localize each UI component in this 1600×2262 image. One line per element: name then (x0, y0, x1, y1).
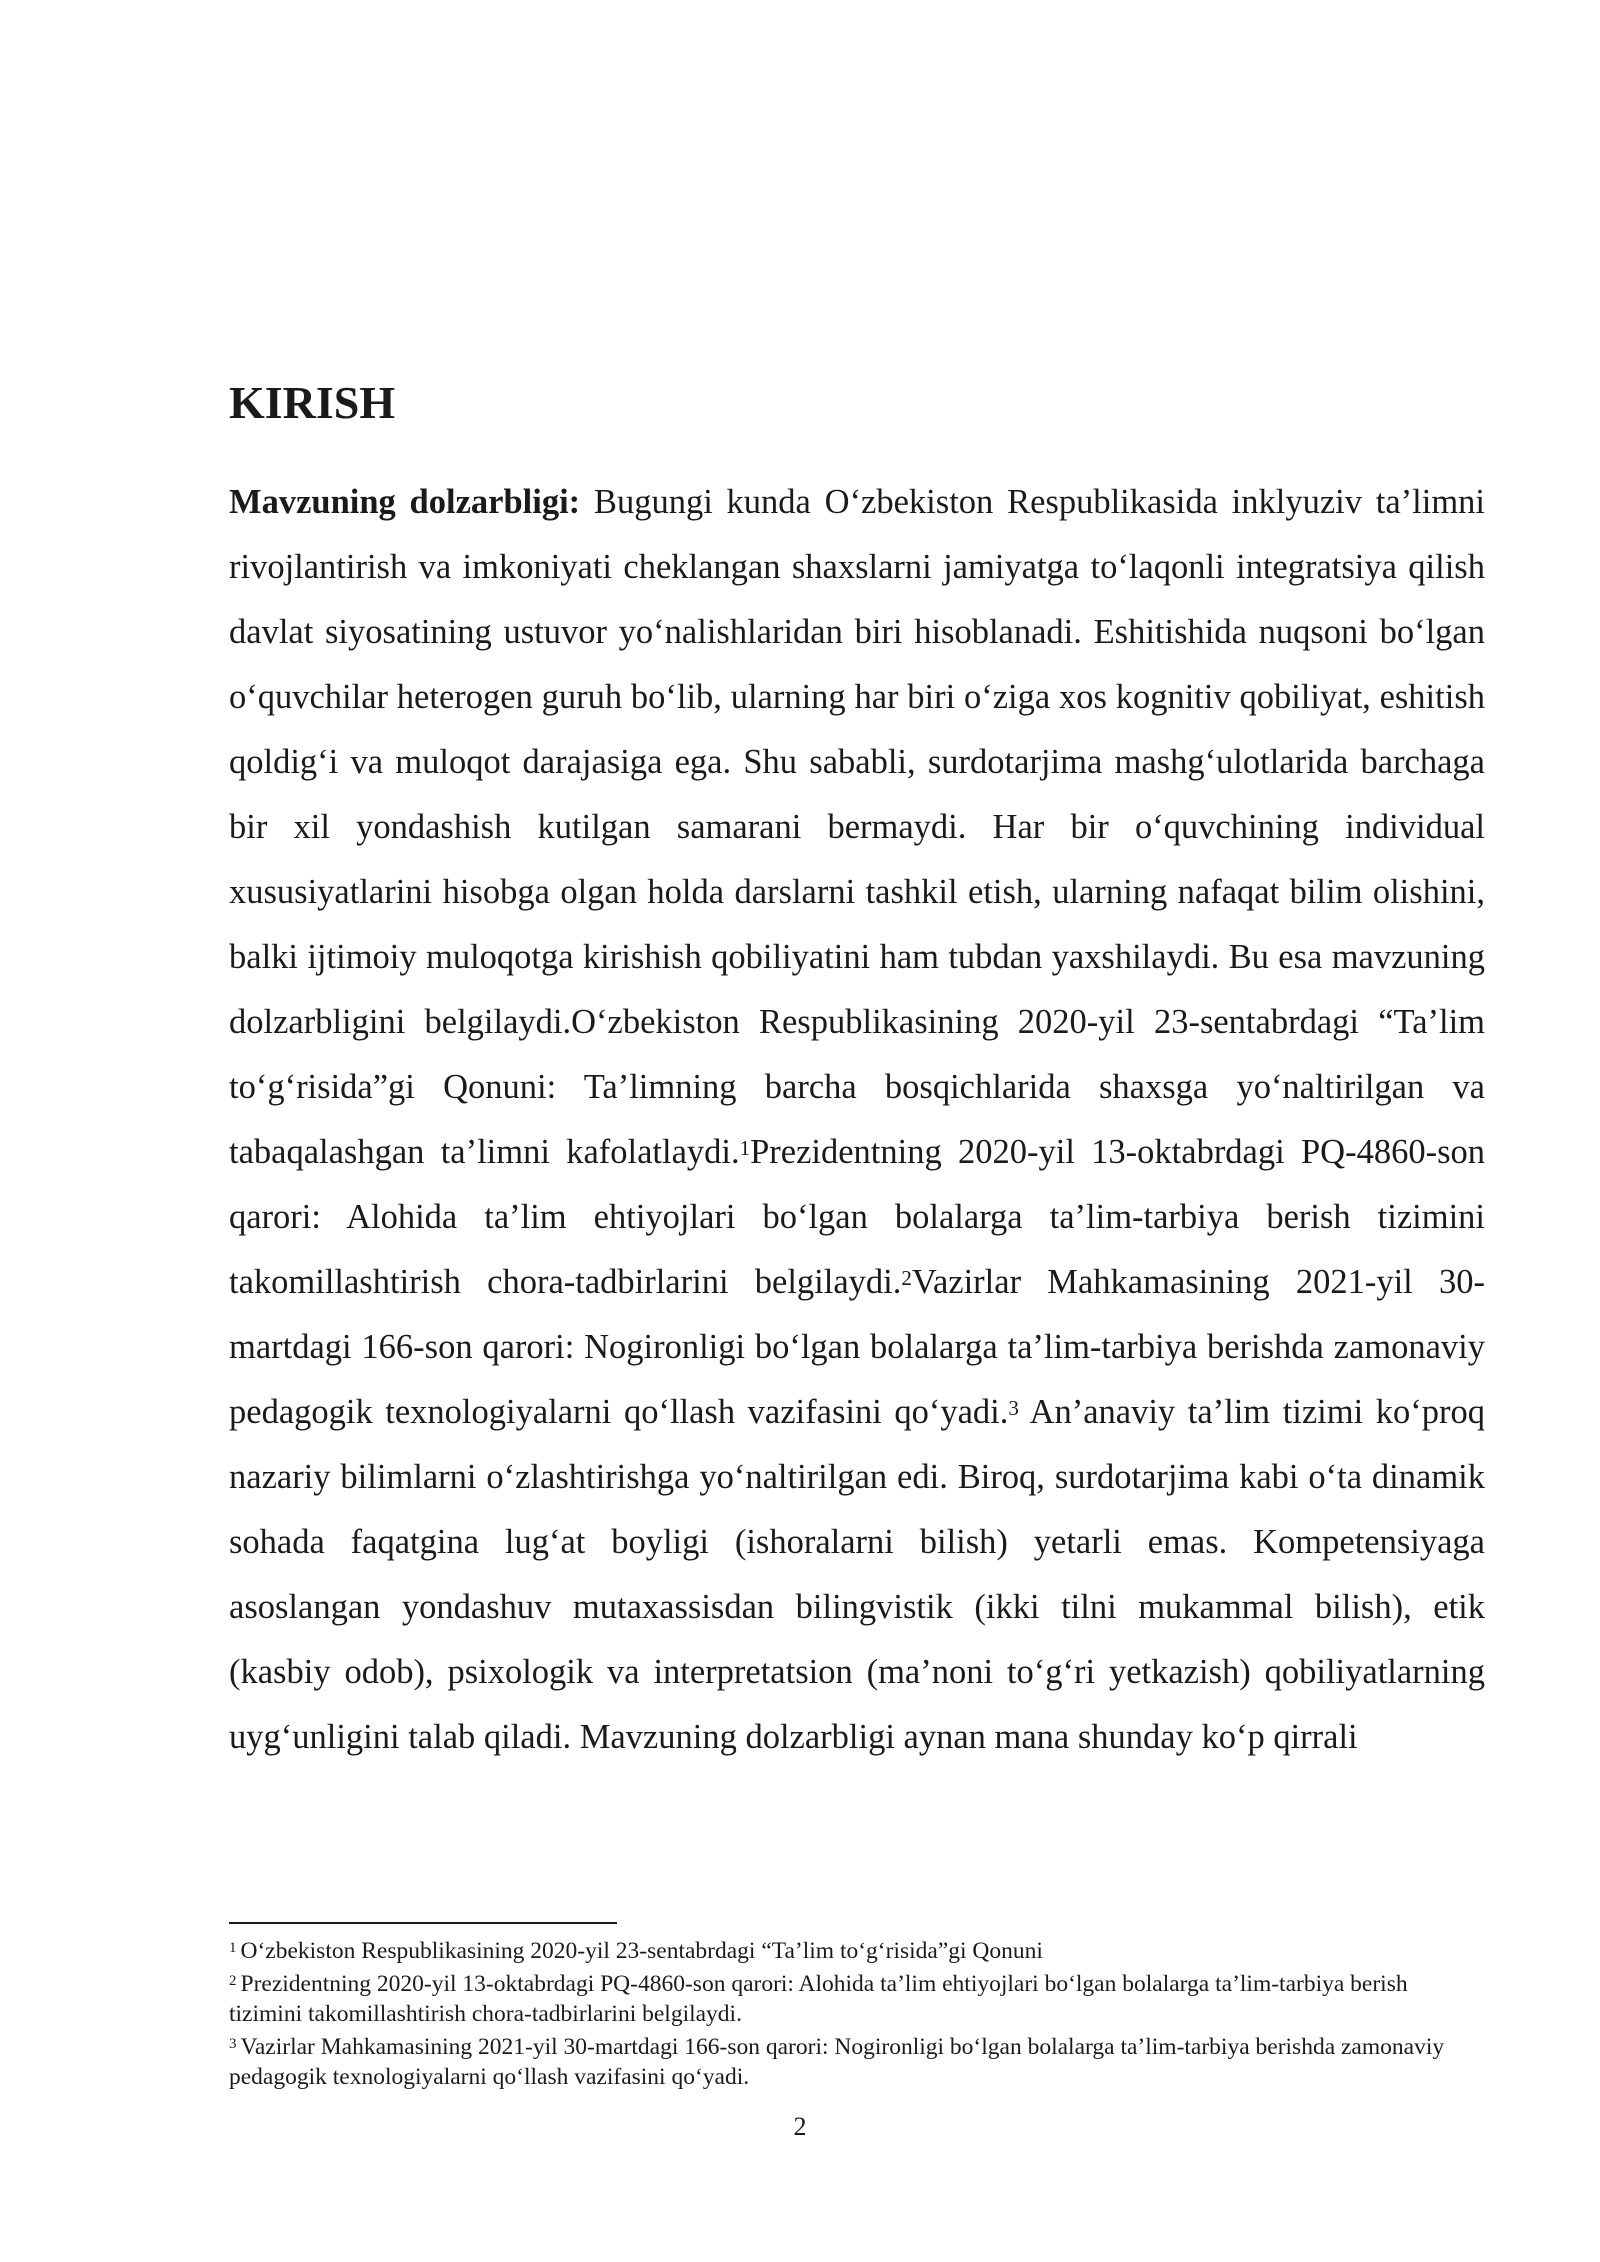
footnotes (229, 1936, 1485, 2095)
page-number: 2 (793, 2112, 807, 2141)
paragraph-text-4: An’anaviy ta’lim tizimi ko‘proq nazariy bilimlarni o‘zlashtirishga yo‘naltirilgan edi. Biroq, surdotarjima kabi o‘ta dinamik sohada faqatgina lug‘at boyligi (ishoralarni bilish) yetarli emas. Kompetensiyaga asoslangan yondashuv mutaxassisdan bilingvistik (ikki tilni mukammal bilish), etik (kasbiy odob), psixologik va interpretatsion (ma’noni to‘g‘ri yetkazish) qobiliyatlarning uyg‘unligini talab qiladi. Mavzuning dolzarbligi aynan mana shunday ko‘p qirrali (229, 1393, 1485, 1756)
paragraph-text-3: Vazirlar Mahkamasining 2021-yil 30-martdagi 166-son qarori: Nogironligi bo‘lgan bolalarga ta’lim-tarbiya berishda zamonaviy pedagogik texnologiyalarni qo‘llash vazifasini qo‘yadi. (229, 1263, 1485, 1431)
footnote-3 (229, 2032, 1485, 2093)
footnote-text: Vazirlar Mahkamasining 2021-yil 30-martdagi 166-son qarori: Nogironligi bo‘lgan bolalarga ta’lim-tarbiya berishda zamonaviy pedagogik texnologiyalarni qo‘llash vazifasini qo‘yadi. (229, 2033, 1445, 2090)
footnote-number: 3 (229, 2035, 237, 2052)
footnote-ref-2[interactable]: 2 (901, 1266, 912, 1290)
footnote-text: O‘zbekiston Respublikasining 2020-yil 23-sentabrdagi “Ta’lim to‘g‘risida”gi Qonuni (240, 1938, 1043, 1964)
body-paragraph (229, 470, 1485, 1770)
paragraph-text-2: Prezidentning 2020-yil 13-oktabrdagi PQ-4860-son qarori: Alohida ta’lim ehtiyojlari bo‘lgan bolalarga ta’lim-tarbiya berish tizimini takomillashtirish chora-tadbirlarini belgilaydi. (229, 1133, 1485, 1301)
footnote-ref-3[interactable]: 3 (1008, 1396, 1019, 1420)
footnote-1 (229, 1936, 1485, 1967)
footnote-text: Prezidentning 2020-yil 13-oktabrdagi PQ-4860-son qarori: Alohida ta’lim ehtiyojlari bo‘lgan bolalarga ta’lim-tarbiya berish tizimini takomillashtirish chora-tadbirlarini belgilaydi. (229, 1970, 1408, 2027)
section-heading: KIRISH (229, 377, 396, 428)
footnote-number: 2 (229, 1972, 237, 1989)
footnote-2 (229, 1969, 1485, 2030)
footnote-number: 1 (229, 1940, 237, 1956)
paragraph-text-1: Bugungi kunda O‘zbekiston Respublikasida inklyuziv ta’limni rivojlantirish va imkoniyati cheklangan shaxslarni jamiyatga to‘laqonli integratsiya qilish davlat siyosatining ustuvor yo‘nalishlaridan biri hisoblanadi. Eshitishida nuqsoni bo‘lgan o‘quvchilar heterogen guruh bo‘lib, ularning har biri o‘ziga xos kognitiv qobiliyat, eshitish qoldig‘i va muloqot darajasiga ega. Shu sababli, surdotarjima mashg‘ulotlarida barchaga bir xil yondashish kutilgan samarani bermaydi. Har bir o‘quvchining individual xususiyatlarini hisobga olgan holda darslarni tashkil etish, ularning nafaqat bilim olishini, balki ijtimoiy muloqotga kirishish qobiliyatini ham tubdan yaxshilaydi. Bu esa mavzuning dolzarbligini belgilaydi.O‘zbekiston Respublikasining 2020-yil 23-sentabrdagi “Ta’lim to‘g‘risida”gi Qonuni: Ta’limning barcha bosqichlarida shaxsga yo‘naltirilgan va tabaqalashgan ta’limni kafolatlaydi. (229, 483, 1485, 1171)
footnote-ref-1[interactable]: 1 (739, 1136, 751, 1160)
topic-relevance-label: Mavzuning dolzarbligi: (229, 483, 581, 521)
footnote-separator (229, 1922, 617, 1924)
